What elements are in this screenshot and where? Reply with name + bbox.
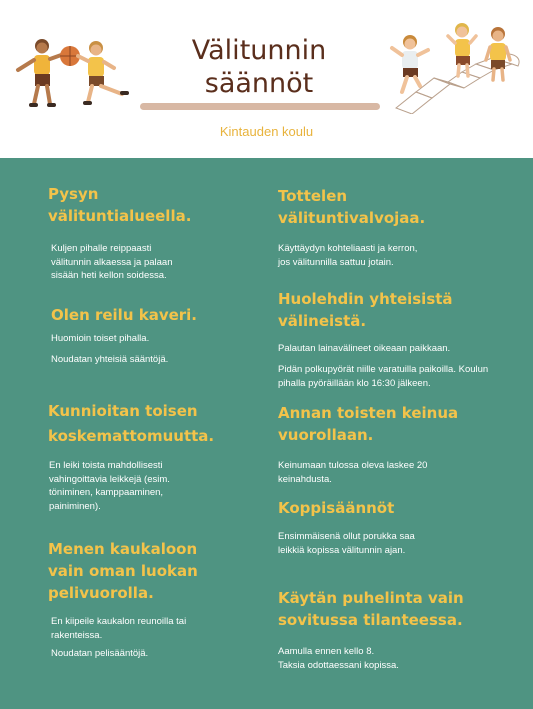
heading-line: Kunnioitan toisen xyxy=(48,402,198,420)
text-line: Taksia odottaessani kopissa. xyxy=(278,659,399,671)
text-line: Kuljen pihalle reippaasti xyxy=(51,243,152,254)
rule-text-fair-friend-1 xyxy=(51,332,149,346)
child-left-figure xyxy=(18,39,64,107)
child-glasses-figure xyxy=(448,23,476,76)
heading-line: vain oman luokan xyxy=(48,562,198,580)
children-playing-hopscotch-illustration xyxy=(388,22,528,114)
text-line: Palautan lainavälineet oikeaan paikkaan. xyxy=(278,343,451,354)
rule-text-obey-supervisor xyxy=(278,242,417,269)
rule-text-hut-rules xyxy=(278,530,415,557)
text-line: Huomioin toiset pihalla. xyxy=(51,333,150,344)
heading-line: välineistä. xyxy=(278,312,367,330)
rule-text-shared-equipment-2 xyxy=(278,363,488,390)
text-line: Käyttäydyn kohteliaasti ja kerron, xyxy=(278,243,418,254)
heading-line: Koppisäännöt xyxy=(278,499,395,517)
text-line: pihalla pyöräillään klo 16:30 jälkeen. xyxy=(278,377,431,389)
heading-line: välituntivalvojaa. xyxy=(278,209,426,227)
child-right-figure xyxy=(78,41,129,105)
text-line: sisään heti kellon soidessa. xyxy=(51,270,167,281)
rule-text-phone-use xyxy=(278,645,399,672)
text-line: välitunnin alkaessa ja palaan xyxy=(51,256,173,268)
heading-line: pelivuorolla. xyxy=(48,584,154,602)
heading-line: koskemattomuutta. xyxy=(48,427,215,445)
school-name: Kintauden koulu xyxy=(219,124,314,139)
page-title xyxy=(140,34,378,100)
text-line: painiminen). xyxy=(49,500,101,512)
rule-heading-hut-rules xyxy=(278,497,394,519)
header xyxy=(0,0,533,158)
text-line: En kiipeile kaukalon reunoilla tai xyxy=(51,616,187,627)
heading-line: Käytän puhelinta vain xyxy=(278,589,464,607)
text-line: keinahdusta. xyxy=(278,473,332,485)
children-playing-basketball-illustration xyxy=(4,36,134,116)
title-line-2: säännöt xyxy=(204,68,314,99)
title-underline xyxy=(140,103,380,110)
rule-heading-shared-equipment xyxy=(278,288,453,332)
heading-line: Menen kaukaloon xyxy=(48,540,198,558)
text-line: vahingoittavia leikkejä (esim. xyxy=(49,473,170,485)
text-line: Keinumaan tulossa oleva laskee 20 xyxy=(278,460,428,471)
rule-heading-phone-use xyxy=(278,587,464,631)
text-line: En leiki toista mahdollisesti xyxy=(49,460,163,471)
heading-line: vuorollaan. xyxy=(278,426,374,444)
heading-line: Pysyn xyxy=(48,185,99,203)
text-line: Noudatan yhteisiä sääntöjä. xyxy=(51,354,169,365)
heading-line: sovitussa tilanteessa. xyxy=(278,611,463,629)
text-line: rakenteissa. xyxy=(51,629,103,641)
rules-panel xyxy=(0,158,533,709)
rule-text-shared-equipment-1 xyxy=(278,342,450,356)
rule-heading-obey-supervisor xyxy=(278,185,425,229)
rule-heading-fair-friend xyxy=(51,304,197,326)
rule-text-fair-friend-2 xyxy=(51,353,168,367)
text-line: Ensimmäisenä ollut porukka saa xyxy=(278,531,415,542)
text-line: leikkiä kopissa välitunnin ajan. xyxy=(278,544,406,556)
rule-text-rink-turn-1 xyxy=(51,615,186,642)
rule-heading-respect-integrity xyxy=(48,400,214,447)
rule-heading-stay-in-area xyxy=(48,183,191,227)
rule-text-rink-turn-2 xyxy=(51,647,148,661)
heading-line: Annan toisten keinua xyxy=(278,404,459,422)
rule-text-swing-turns xyxy=(278,459,427,486)
text-line: töniminen, kamppaaminen, xyxy=(49,487,164,498)
heading-line: Olen reilu kaveri. xyxy=(51,306,198,324)
child-hopping-figure xyxy=(392,35,428,92)
rule-text-respect-integrity xyxy=(49,459,170,513)
title-line-1: Välitunnin xyxy=(191,35,327,66)
rule-text-stay-in-area xyxy=(51,242,172,283)
rule-heading-swing-turns xyxy=(278,402,458,446)
text-line: jos välitunnilla sattuu jotain. xyxy=(278,256,394,268)
text-line: Aamulla ennen kello 8. xyxy=(278,646,375,657)
text-line: Noudatan pelisääntöjä. xyxy=(51,648,149,659)
heading-line: välituntialueella. xyxy=(48,207,192,225)
text-line: Pidän polkupyörät niille varatuilla paikoilla. Koulun xyxy=(278,364,489,375)
rule-heading-rink-turn xyxy=(48,538,198,604)
heading-line: Tottelen xyxy=(278,187,348,205)
heading-line: Huolehdin yhteisistä xyxy=(278,290,453,308)
